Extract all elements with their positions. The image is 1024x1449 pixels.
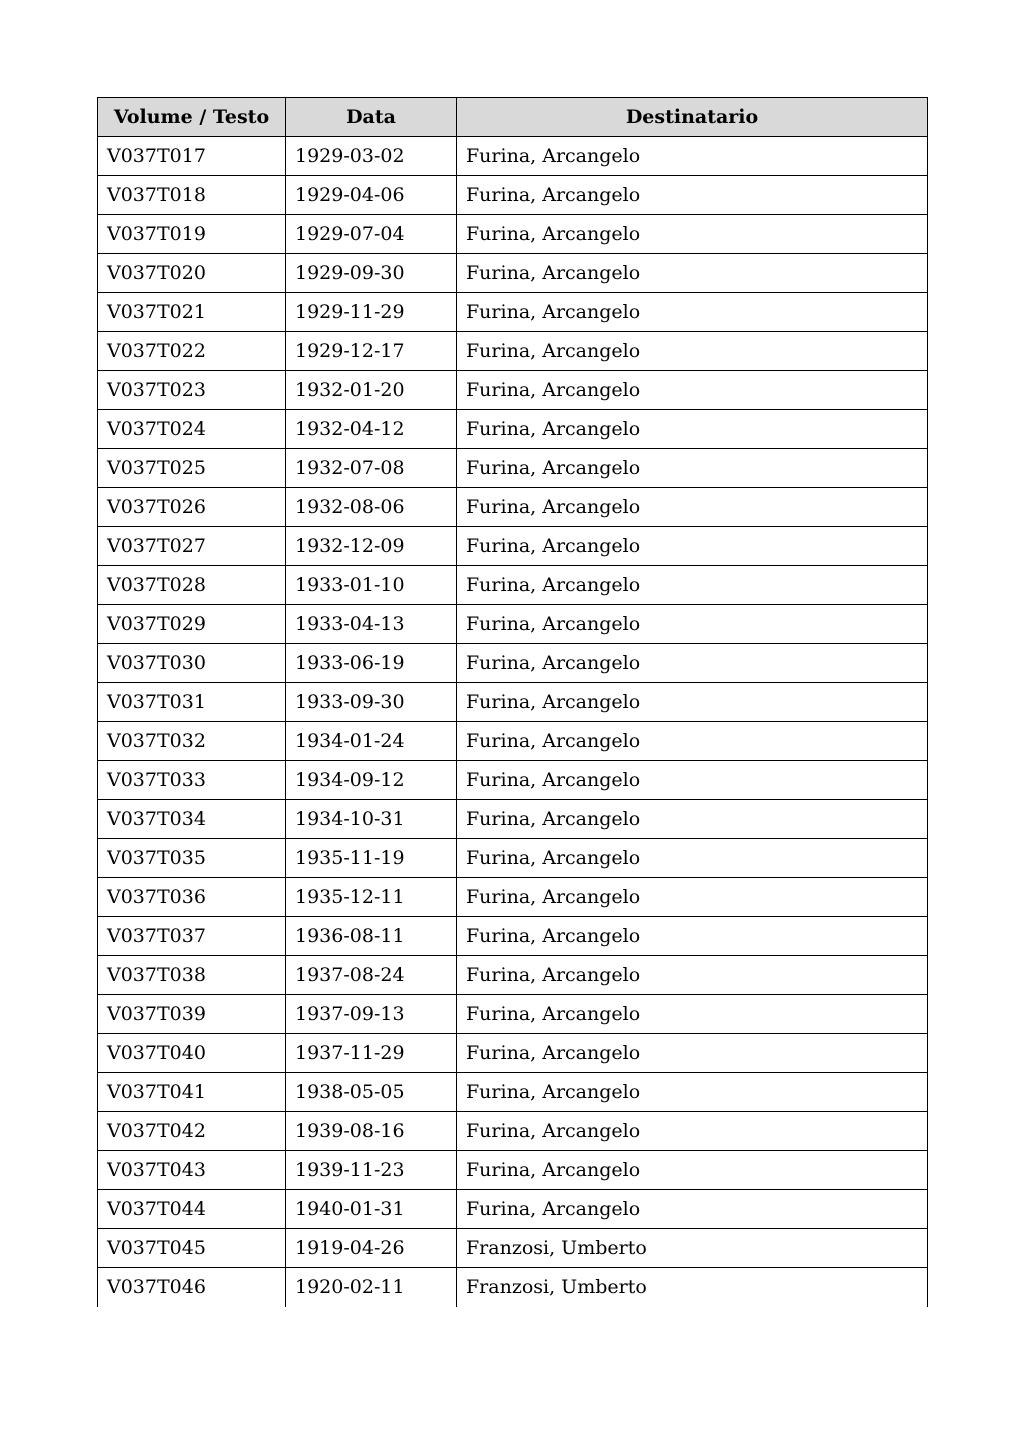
volume-testo-cell: V037T021 [98,293,286,332]
destinatario-cell: Furina, Arcangelo [457,293,928,332]
volume-testo-cell: V037T019 [98,215,286,254]
destinatario-cell: Furina, Arcangelo [457,1034,928,1073]
volume-testo-cell: V037T045 [98,1229,286,1268]
letters-index-table [97,97,928,1307]
destinatario-cell: Furina, Arcangelo [457,566,928,605]
data-cell: 1934-09-12 [286,761,457,800]
data-cell: 1934-01-24 [286,722,457,761]
volume-testo-cell: V037T023 [98,371,286,410]
volume-testo-cell: V037T034 [98,800,286,839]
volume-testo-cell: V037T017 [98,137,286,176]
data-cell: 1932-01-20 [286,371,457,410]
document-page [97,97,927,1307]
table-row [98,566,928,605]
column-header-data: Data [286,98,457,137]
column-header-volume-testo: Volume / Testo [98,98,286,137]
data-cell: 1933-04-13 [286,605,457,644]
volume-testo-cell: V037T027 [98,527,286,566]
destinatario-cell: Furina, Arcangelo [457,332,928,371]
destinatario-cell: Furina, Arcangelo [457,1073,928,1112]
data-cell: 1935-12-11 [286,878,457,917]
data-cell: 1933-09-30 [286,683,457,722]
destinatario-cell: Furina, Arcangelo [457,1151,928,1190]
volume-testo-cell: V037T020 [98,254,286,293]
table-row [98,332,928,371]
table-row [98,215,928,254]
table-row [98,371,928,410]
data-cell: 1929-12-17 [286,332,457,371]
table-row [98,683,928,722]
volume-testo-cell: V037T040 [98,1034,286,1073]
data-cell: 1935-11-19 [286,839,457,878]
volume-testo-cell: V037T031 [98,683,286,722]
destinatario-cell: Furina, Arcangelo [457,527,928,566]
destinatario-cell: Furina, Arcangelo [457,878,928,917]
table-row [98,878,928,917]
data-cell: 1929-11-29 [286,293,457,332]
table-row [98,839,928,878]
table-row [98,488,928,527]
data-cell: 1929-03-02 [286,137,457,176]
data-cell: 1939-08-16 [286,1112,457,1151]
data-cell: 1932-08-06 [286,488,457,527]
table-row [98,1190,928,1229]
volume-testo-cell: V037T025 [98,449,286,488]
destinatario-cell: Furina, Arcangelo [457,410,928,449]
data-cell: 1932-04-12 [286,410,457,449]
destinatario-cell: Furina, Arcangelo [457,917,928,956]
data-cell: 1929-07-04 [286,215,457,254]
volume-testo-cell: V037T037 [98,917,286,956]
destinatario-cell: Furina, Arcangelo [457,800,928,839]
data-cell: 1937-08-24 [286,956,457,995]
table-row [98,995,928,1034]
table-row [98,722,928,761]
volume-testo-cell: V037T041 [98,1073,286,1112]
volume-testo-cell: V037T018 [98,176,286,215]
table-row [98,254,928,293]
data-cell: 1933-01-10 [286,566,457,605]
destinatario-cell: Furina, Arcangelo [457,449,928,488]
header-row [98,98,928,137]
table-header [98,98,928,137]
table-row [98,449,928,488]
destinatario-cell: Furina, Arcangelo [457,215,928,254]
volume-testo-cell: V037T046 [98,1268,286,1307]
data-cell: 1934-10-31 [286,800,457,839]
volume-testo-cell: V037T035 [98,839,286,878]
table-row [98,644,928,683]
volume-testo-cell: V037T030 [98,644,286,683]
destinatario-cell: Furina, Arcangelo [457,605,928,644]
table-row [98,293,928,332]
destinatario-cell: Furina, Arcangelo [457,1112,928,1151]
destinatario-cell: Furina, Arcangelo [457,839,928,878]
volume-testo-cell: V037T032 [98,722,286,761]
table-row [98,956,928,995]
table-row [98,527,928,566]
destinatario-cell: Furina, Arcangelo [457,644,928,683]
volume-testo-cell: V037T024 [98,410,286,449]
table-row [98,137,928,176]
table-row [98,917,928,956]
volume-testo-cell: V037T026 [98,488,286,527]
destinatario-cell: Furina, Arcangelo [457,956,928,995]
volume-testo-cell: V037T036 [98,878,286,917]
destinatario-cell: Furina, Arcangelo [457,137,928,176]
table-row [98,1229,928,1268]
destinatario-cell: Furina, Arcangelo [457,683,928,722]
table-body [98,137,928,1307]
volume-testo-cell: V037T029 [98,605,286,644]
destinatario-cell: Furina, Arcangelo [457,761,928,800]
volume-testo-cell: V037T028 [98,566,286,605]
volume-testo-cell: V037T044 [98,1190,286,1229]
destinatario-cell: Furina, Arcangelo [457,254,928,293]
table-row [98,1073,928,1112]
volume-testo-cell: V037T042 [98,1112,286,1151]
destinatario-cell: Franzosi, Umberto [457,1229,928,1268]
data-cell: 1932-07-08 [286,449,457,488]
volume-testo-cell: V037T038 [98,956,286,995]
table-row [98,605,928,644]
data-cell: 1940-01-31 [286,1190,457,1229]
destinatario-cell: Furina, Arcangelo [457,1190,928,1229]
volume-testo-cell: V037T022 [98,332,286,371]
data-cell: 1937-09-13 [286,995,457,1034]
volume-testo-cell: V037T033 [98,761,286,800]
data-cell: 1939-11-23 [286,1151,457,1190]
column-header-destinatario: Destinatario [457,98,928,137]
table-row [98,1268,928,1307]
destinatario-cell: Furina, Arcangelo [457,995,928,1034]
table-row [98,176,928,215]
data-cell: 1929-09-30 [286,254,457,293]
table-row [98,1112,928,1151]
data-cell: 1938-05-05 [286,1073,457,1112]
volume-testo-cell: V037T039 [98,995,286,1034]
destinatario-cell: Furina, Arcangelo [457,176,928,215]
table-row [98,800,928,839]
data-cell: 1933-06-19 [286,644,457,683]
data-cell: 1936-08-11 [286,917,457,956]
table-row [98,410,928,449]
volume-testo-cell: V037T043 [98,1151,286,1190]
table-row [98,761,928,800]
destinatario-cell: Furina, Arcangelo [457,371,928,410]
data-cell: 1932-12-09 [286,527,457,566]
data-cell: 1920-02-11 [286,1268,457,1307]
table-row [98,1034,928,1073]
destinatario-cell: Furina, Arcangelo [457,488,928,527]
data-cell: 1937-11-29 [286,1034,457,1073]
data-cell: 1929-04-06 [286,176,457,215]
table-row [98,1151,928,1190]
destinatario-cell: Furina, Arcangelo [457,722,928,761]
data-cell: 1919-04-26 [286,1229,457,1268]
destinatario-cell: Franzosi, Umberto [457,1268,928,1307]
